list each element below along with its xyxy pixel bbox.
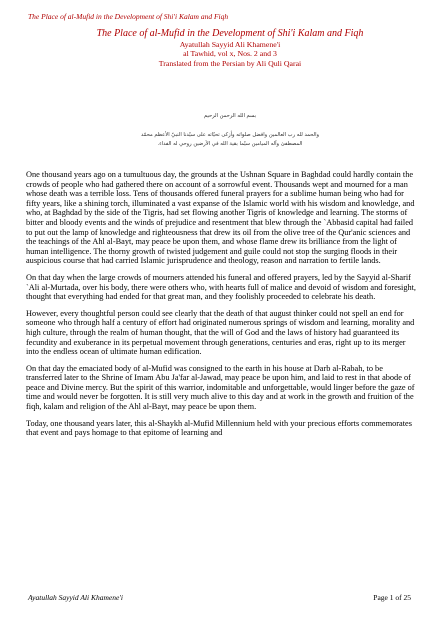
article-source: al Tawhid, vol x, Nos. 2 and 3 [183, 49, 277, 59]
article-author: Ayatullah Sayyid Ali Khamene'i [179, 40, 281, 49]
footer-author: Ayatullah Sayyid Ali Khamene'i [28, 593, 123, 602]
body-paragraph: On that day when the large crowds of mourners attended his funeral and offered prayers, led by the Sayyid al-Sharif `Ali al-Murtada, over his body, there were others who, with hearts full of malice and devoid of wisdom and foresight, thought that everything had ended for that great man, and they foolishly proceeded to celebrate his death. [26, 272, 417, 302]
running-header: The Place of al-Mufid in the Development of Shi'i Kalam and Fiqh [28, 12, 229, 21]
article-translator: Translated from the Persian by Ali Quli Qarai [158, 58, 302, 68]
arabic-basmala: بسم الله الرحمن الرحيم [203, 113, 257, 119]
title-block [40, 28, 420, 68]
arabic-line: والحمد لله رب العالمين وافضل صلواته وأزكى تحيّاته على سيّدنا النبيّ الأعظم محمّد [140, 132, 320, 138]
body-paragraph: One thousand years ago on a tumultuous day, the grounds at the Ushnan Square in Baghdad could hardly contain the crowds of people who had gathered there on account of a sorrowful event. Thousands wept and mourned for a man whose death was a terrible loss. Tens of thousands offered funeral prayers for a sublime human being who had for fifty years, like a shining torch, illuminated a vast expanse of the Islamic world with his wisdom and knowledge, and who, at Baghdad by the side of the Tigris, had set flowing another Tigris of knowledge and learning. The storms of bitter and bloody events and the winds of prejudice and resentment that blew through the `Abbasid capital had failed to put out the lamp of knowledge and righteousness that drew its oil from the olive tree of the Qur'anic sciences and the teachings of the Ahl al-Bayt, may peace be upon them, and whose flame drew its brilliance from the light of human intelligence. The thorny growth of twisted judgement and guile could not stop the surging floods in their auspicious course that had carried Islamic jurisprudence and theology, reason and narration to fertile lands. [26, 170, 415, 266]
body-paragraph: However, every thoughtful person could see clearly that the death of that august thinker could not spell an end for someone who through half a century of effort had originated numerous springs of wisdom and learning, morality and high culture, through the realm of human thought, that the will of God and the laws of history had guaranteed its fecundity and exuberance in its perpetual movement through generations, centuries and eras, right up to its merger into the endless ocean of ultimate human edification. [26, 308, 415, 357]
footer-page-number: Page 1 of 25 [373, 593, 411, 602]
arabic-line: المصطفىٰ وآله الميامين سيّما بقية الله في الأرضين روحي له الفداء. [157, 141, 303, 147]
article-title: The Place of al-Mufid in the Development of Shi'i Kalam and Fiqh [96, 28, 364, 39]
article-body [26, 170, 416, 445]
body-paragraph: On that day the emaciated body of al-Mufid was consigned to the earth in his house at Darb al-Rabah, to be transferred later to the Shrine of Imam Abu Ja'far al-Jawad, may peace be upon him, and laid to rest in that abode of peace and Divine mercy. But the spirit of this warrior, indomitable and unforgettable, would linger before the gaze of time and would never be forgotten. It is still very much alive to this day and at work in the growth and fruition of the fiqh, kalam and religion of the Ahl al-Bayt, may peace be upon them. [26, 363, 415, 412]
body-paragraph: Today, one thousand years later, this al-Shaykh al-Mufid Millennium held with your precious efforts commemorates that event and pays homage to that epitome of learning and [26, 418, 412, 438]
arabic-invocation [40, 112, 420, 149]
